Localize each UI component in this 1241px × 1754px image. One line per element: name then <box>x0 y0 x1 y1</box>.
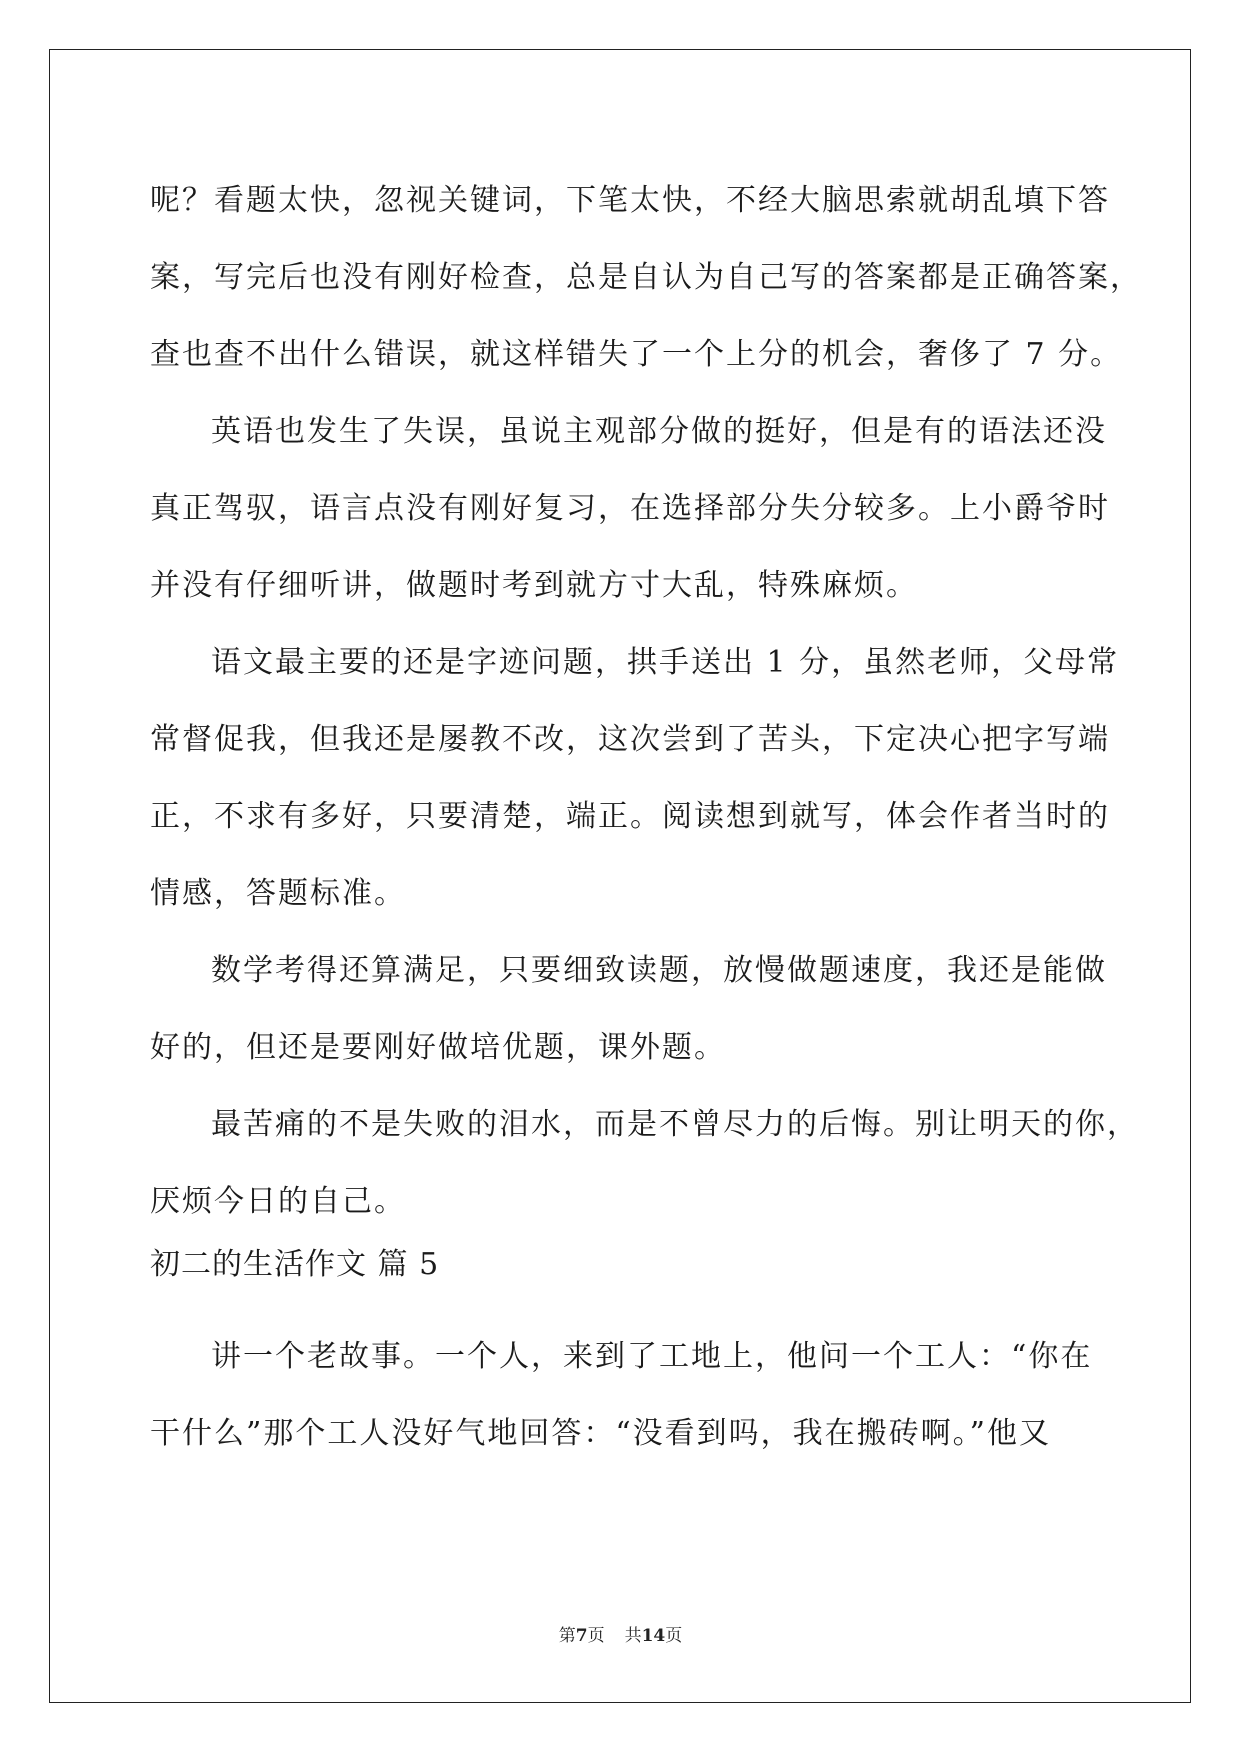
text-line: 厌烦今日的自己。 <box>150 1184 406 1219</box>
text-line: 真正驾驭，语言点没有刚好复习，在选择部分失分较多。上小爵爷时 <box>150 491 1110 526</box>
text-line: 查也查不出什么错误，就这样错失了一个上分的机会，奢侈了 7 分。 <box>150 337 1123 372</box>
paragraph <box>150 1318 1093 1472</box>
text-line: 英语也发生了失误，虽说主观部分做的挺好，但是有的语法还没 <box>211 414 1107 449</box>
text-line: 数学考得还算满足，只要细致读题，放慢做题速度，我还是能做 <box>211 953 1107 988</box>
page-total: 14 <box>641 1626 666 1646</box>
paragraph <box>150 393 1110 624</box>
page-number: 7 <box>575 1626 588 1646</box>
total-prefix: 共 <box>624 1626 642 1646</box>
text-line: 情感，答题标准。 <box>150 876 406 911</box>
page-suffix: 页 <box>587 1626 605 1646</box>
text-line: 好的，但还是要刚好做培优题，课外题。 <box>150 1030 726 1065</box>
text-line: 案，写完后也没有刚好检查，总是自认为自己写的答案都是正确答案， <box>150 260 1142 295</box>
document-body <box>150 162 1142 1472</box>
text-line: 正，不求有多好，只要清楚，端正。阅读想到就写，体会作者当时的 <box>150 799 1110 834</box>
paragraph <box>150 162 1142 393</box>
text-line: 语文最主要的还是字迹问题，拱手送出 1 分，虽然老师，父母常 <box>211 645 1120 680</box>
page-prefix: 第 <box>558 1626 576 1646</box>
text-line: 并没有仔细听讲，做题时考到就方寸大乱，特殊麻烦。 <box>150 568 918 603</box>
paragraph <box>150 624 1120 932</box>
text-line: 干什么”那个工人没好气地回答：“没看到吗，我在搬砖啊。”他又 <box>150 1416 1052 1451</box>
text-line: 呢？看题太快，忽视关键词，下笔太快，不经大脑思索就胡乱填下答 <box>150 183 1110 218</box>
section-heading: 初二的生活作文 篇 5 <box>150 1247 440 1282</box>
text-line: 常督促我，但我还是屡教不改，这次尝到了苦头，下定决心把字写端 <box>150 722 1110 757</box>
total-suffix: 页 <box>665 1626 683 1646</box>
text-line: 最苦痛的不是失败的泪水，而是不曾尽力的后悔。别让明天的你， <box>211 1107 1139 1142</box>
paragraph <box>150 932 1107 1086</box>
paragraph <box>150 1086 1139 1240</box>
page-footer <box>0 1621 1241 1646</box>
text-line: 讲一个老故事。一个人，来到了工地上，他问一个工人：“你在 <box>211 1339 1093 1374</box>
